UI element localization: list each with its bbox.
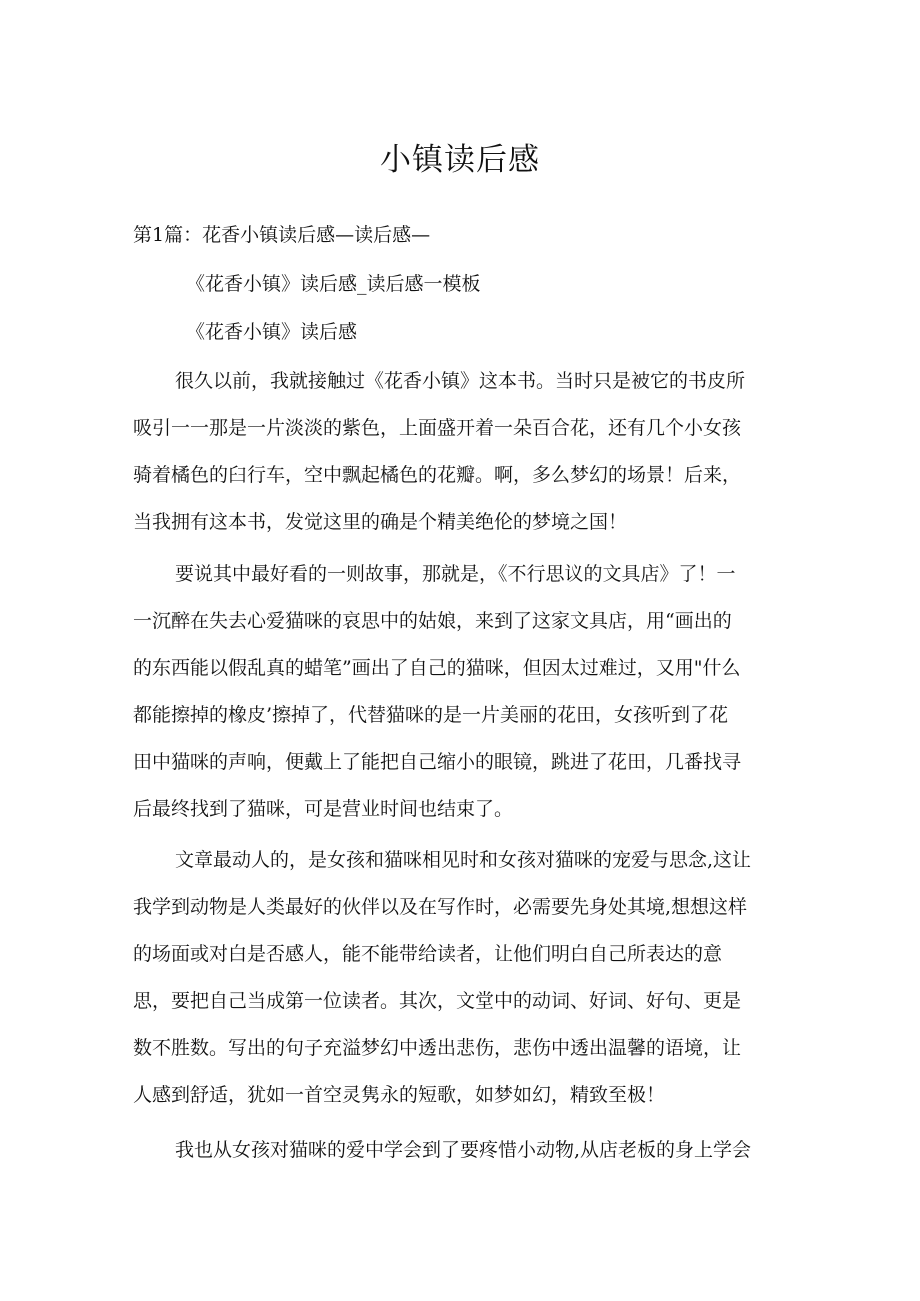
paragraph-4 [133, 1136, 793, 1183]
paragraph-line: 的场面或对白是否感人，能不能带给读者，让他们明白自己所表达的意 [133, 943, 723, 965]
paragraph-line: 文章最动人的，是女孩和猫咪相见时和女孩对猫咪的宠爱与思念,这让 [175, 849, 752, 871]
paragraph-line: 当我拥有这本书，发觉这里的确是个精美绝伦的梦境之国！ [133, 511, 628, 533]
paragraph-line: 一沉醉在失去心爱猫咪的哀思中的姑娘，来到了这家文具店，用“画出的 [133, 610, 732, 632]
subheading-review: 《花香小镇》读后感 [186, 321, 358, 343]
paragraph-line: 骑着橘色的臼行车，空中飘起橘色的花瓣。啊，多么梦幻的场景！后来， [133, 464, 742, 486]
subheading-template: 《花香小镇》读后感_读后感一模板 [186, 273, 481, 295]
document-title: 小镇读后感 [380, 142, 540, 178]
paragraph-line: 我也从女孩对猫咪的爱中学会到了要疼惜小动物,从店老板的身上学会 [175, 1139, 752, 1161]
paragraph-line: 吸引一一那是一片淡淡的紫色，上面盛开着一朵百合花，还有几个小女孩 [133, 417, 742, 439]
paragraph-line: 都能擦掉的橡皮’擦掉了，代替猫咪的是一片美丽的花田，女孩听到了花 [133, 704, 729, 726]
paragraph-line: 我学到动物是人类最好的伙伴以及在写作时，必需要先身处其境,想想这样 [133, 896, 748, 918]
paragraph-line: 人感到舒适，犹如一首空灵隽永的短歌，如梦如幻，精致至极！ [133, 1084, 666, 1106]
paragraph-1 [133, 367, 793, 555]
paragraph-line: 的东西能以假乱真的蜡笔”画出了自己的猫咪，但因太过难过，又用"什么 [133, 657, 741, 679]
paragraph-line: 后最终找到了猫咪，可是营业时间也结束了。 [133, 798, 514, 820]
paragraph-line: 数不胜数。写出的句子充溢梦幻中透出悲伤，悲伤中透出温馨的语境，让 [133, 1037, 742, 1059]
paragraph-line: 很久以前，我就接触过《花香小镇》这本书。当时只是被它的书皮所 [175, 370, 746, 392]
paragraph-line: 思，要把自己当成第一位读者。其次，文堂中的动词、好词、好句、更是 [133, 990, 742, 1012]
paragraph-line: 田中猫咪的声响，便戴上了能把自己缩小的眼镜，跳进了花田，几番找寻 [133, 751, 742, 773]
section-heading: 第1篇：花香小镇读后感—读后感— [133, 224, 431, 246]
paragraph-3 [133, 846, 793, 1128]
paragraph-line: 要说其中最好看的一则故事，那就是，《不行思议的文具店》了！一 [175, 563, 736, 585]
paragraph-2 [133, 560, 793, 842]
